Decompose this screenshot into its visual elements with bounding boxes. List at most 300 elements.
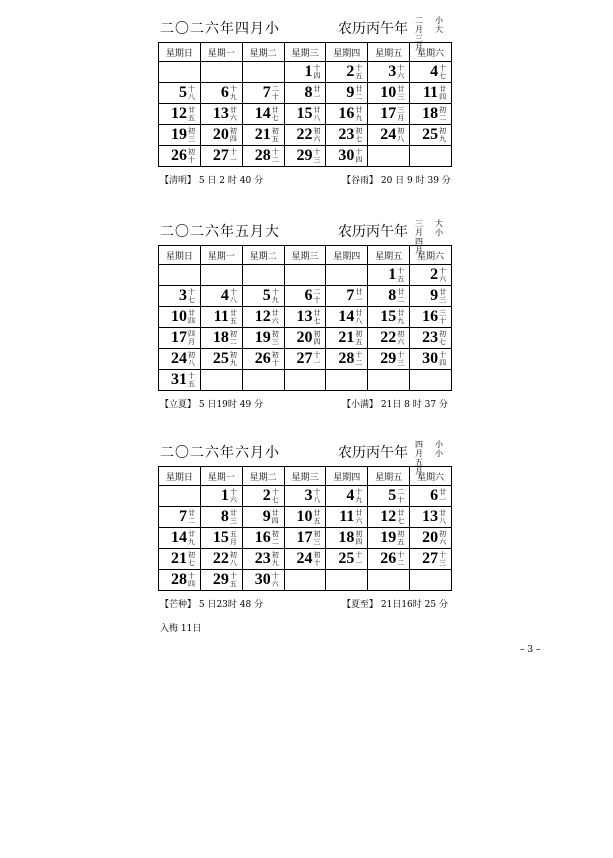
day-cell — [368, 307, 410, 328]
day-cell — [159, 83, 201, 104]
day-cell — [242, 286, 284, 307]
solar-date: 17 — [171, 329, 187, 346]
week-row — [159, 146, 452, 167]
day-cell — [284, 62, 326, 83]
month-april — [158, 16, 452, 189]
solar-date: 19 — [254, 329, 271, 346]
empty-cell — [410, 146, 452, 167]
day-cell — [242, 125, 284, 146]
solar-date: 6 — [304, 287, 313, 304]
lunar-date: 十 四 — [355, 148, 363, 164]
lunar-date: 廿 五 — [313, 509, 321, 525]
lunar-date: 十 六 — [397, 64, 405, 80]
weekday-header-row — [159, 43, 452, 62]
lunar-month-2: 三月 — [415, 34, 423, 52]
day-cell — [326, 125, 368, 146]
empty-cell — [159, 62, 201, 83]
lunar-date: 初 八 — [397, 127, 405, 143]
empty-cell — [284, 370, 326, 391]
day-cell — [410, 328, 452, 349]
lunar-date: 初 六 — [439, 530, 447, 546]
day-cell — [368, 528, 410, 549]
day-cell — [242, 328, 284, 349]
solar-date: 1 — [304, 63, 313, 80]
solar-date: 29 — [212, 571, 229, 588]
solar-date: 24 — [380, 126, 397, 143]
day-cell — [242, 486, 284, 507]
day-cell — [326, 328, 368, 349]
day-cell — [326, 146, 368, 167]
day-cell — [284, 349, 326, 370]
weekday-header: 星期日 — [159, 246, 201, 265]
lunar-months — [414, 440, 424, 476]
solar-date: 21 — [171, 550, 187, 567]
empty-cell — [242, 62, 284, 83]
week-row — [159, 125, 452, 146]
lunar-size-2: 小 — [435, 449, 443, 458]
solar-date: 13 — [296, 308, 313, 325]
lunar-date: 十 五 — [355, 64, 363, 80]
lunar-date: 廿 七 — [397, 509, 405, 525]
day-cell — [326, 307, 368, 328]
lunar-date: 廿 一 — [439, 488, 447, 504]
lunar-date: 初 四 — [229, 127, 237, 143]
day-cell — [200, 328, 242, 349]
lunar-date: 廿 三 — [439, 288, 447, 304]
day-cell — [368, 265, 410, 286]
lunar-date: 十 六 — [229, 488, 237, 504]
lunar-date: 十 九 — [229, 85, 237, 101]
lunar-months — [414, 219, 424, 255]
day-cell — [242, 507, 284, 528]
day-cell — [410, 125, 452, 146]
solar-date: 18 — [212, 329, 229, 346]
weekday-header: 星期四 — [326, 246, 368, 265]
lunar-month-sizes — [434, 16, 444, 34]
lunar-date: 廿 九 — [355, 106, 363, 122]
week-row — [159, 349, 452, 370]
lunar-date: 初 三 — [313, 530, 321, 546]
solar-date: 9 — [430, 287, 439, 304]
solar-date: 11 — [213, 308, 229, 325]
lunar-date: 十 二 — [355, 351, 363, 367]
weekday-header: 星期日 — [159, 467, 201, 486]
lunar-date: 廿 四 — [271, 509, 279, 525]
solar-date: 6 — [220, 84, 229, 101]
solar-date: 21 — [254, 126, 271, 143]
calendar-table — [158, 245, 452, 391]
empty-cell — [410, 370, 452, 391]
day-cell — [368, 125, 410, 146]
lunar-date: 十 一 — [355, 551, 363, 567]
week-row — [159, 328, 452, 349]
solar-term-2: 【谷雨】 20 日 9 时 39 分 — [342, 176, 451, 186]
empty-cell — [410, 570, 452, 591]
day-cell — [410, 83, 452, 104]
solar-date: 3 — [388, 63, 397, 80]
lunar-date: 二 十 — [271, 85, 279, 101]
day-cell — [284, 528, 326, 549]
solar-date: 28 — [171, 571, 187, 588]
month-header — [158, 440, 452, 476]
lunar-date: 十 八 — [229, 288, 237, 304]
solar-date: 24 — [296, 550, 313, 567]
lunar-date: 廿 六 — [229, 106, 237, 122]
week-row — [159, 83, 452, 104]
lunar-date: 初 四 — [355, 530, 363, 546]
day-cell — [326, 549, 368, 570]
lunar-size-2: 小 — [435, 228, 443, 237]
lunar-date: 十 一 — [313, 351, 321, 367]
solar-date: 28 — [254, 147, 271, 164]
solar-date: 23 — [422, 329, 439, 346]
day-cell — [284, 328, 326, 349]
solar-term-1: 【清明】 5 日 2 时 40 分 — [160, 176, 264, 186]
solar-date: 1 — [220, 487, 229, 504]
solar-date: 26 — [380, 550, 397, 567]
lunar-date: 廿 六 — [355, 509, 363, 525]
week-row — [159, 570, 452, 591]
lunar-year-title: 农历丙午年 — [338, 224, 408, 240]
day-cell — [410, 286, 452, 307]
solar-date: 15 — [212, 529, 229, 546]
empty-cell — [284, 265, 326, 286]
month-june — [158, 440, 452, 613]
empty-cell — [326, 265, 368, 286]
day-cell — [326, 62, 368, 83]
solar-date: 30 — [254, 571, 271, 588]
solar-date: 16 — [254, 529, 271, 546]
day-cell — [159, 570, 201, 591]
solar-date: 26 — [171, 147, 187, 164]
day-cell — [242, 528, 284, 549]
lunar-month-sizes — [434, 440, 444, 458]
day-cell — [242, 83, 284, 104]
solar-date: 4 — [430, 63, 439, 80]
day-cell — [200, 286, 242, 307]
lunar-date: 初 四 — [313, 330, 321, 346]
lunar-date: 三 月 — [397, 106, 405, 122]
solar-date: 5 — [388, 487, 397, 504]
lunar-date: 廿 七 — [313, 309, 321, 325]
lunar-date: 十 一 — [229, 148, 237, 164]
solar-date: 5 — [262, 287, 271, 304]
day-cell — [326, 286, 368, 307]
lunar-date: 廿 四 — [439, 85, 447, 101]
week-row — [159, 370, 452, 391]
solar-terms — [158, 395, 452, 413]
month-may — [158, 219, 452, 413]
weekday-header: 星期四 — [326, 467, 368, 486]
lunar-date: 廿 三 — [397, 85, 405, 101]
lunar-date: 三 十 — [439, 309, 447, 325]
weekday-header: 星期二 — [242, 43, 284, 62]
day-cell — [284, 104, 326, 125]
lunar-date: 初 九 — [229, 351, 237, 367]
solar-date: 22 — [212, 550, 229, 567]
empty-cell — [368, 146, 410, 167]
solar-date: 9 — [346, 84, 355, 101]
solar-date: 19 — [380, 529, 397, 546]
lunar-date: 廿 二 — [355, 85, 363, 101]
solar-date: 20 — [296, 329, 313, 346]
solar-date: 2 — [262, 487, 271, 504]
lunar-date: 初 九 — [439, 127, 447, 143]
solar-date: 2 — [430, 266, 439, 283]
solar-date: 7 — [179, 508, 187, 525]
lunar-date: 初 七 — [439, 330, 447, 346]
solar-date: 7 — [262, 84, 271, 101]
solar-date: 15 — [296, 105, 313, 122]
day-cell — [200, 349, 242, 370]
lunar-date: 廿 五 — [229, 309, 237, 325]
lunar-date: 二 十 — [313, 288, 321, 304]
day-cell — [284, 286, 326, 307]
lunar-size-2: 大 — [435, 25, 443, 34]
day-cell — [326, 486, 368, 507]
week-row — [159, 507, 452, 528]
solar-date: 12 — [254, 308, 271, 325]
solar-date: 3 — [179, 287, 187, 304]
week-row — [159, 486, 452, 507]
solar-date: 26 — [254, 350, 271, 367]
lunar-size-1: 小 — [435, 440, 443, 449]
day-cell — [368, 286, 410, 307]
day-cell — [242, 549, 284, 570]
day-cell — [159, 549, 201, 570]
lunar-month-1: 四月 — [415, 440, 423, 458]
empty-cell — [242, 370, 284, 391]
solar-date: 7 — [346, 287, 355, 304]
day-cell — [200, 549, 242, 570]
lunar-date: 十 四 — [313, 64, 321, 80]
lunar-date: 十 七 — [439, 64, 447, 80]
solar-terms — [158, 171, 452, 189]
lunar-date: 廿 五 — [188, 106, 195, 122]
week-row — [159, 104, 452, 125]
solar-date: 1 — [388, 266, 397, 283]
solar-date: 20 — [212, 126, 229, 143]
day-cell — [200, 125, 242, 146]
solar-date: 19 — [171, 126, 187, 143]
day-cell — [284, 146, 326, 167]
lunar-date: 初 五 — [355, 330, 363, 346]
day-cell — [159, 307, 201, 328]
lunar-date: 初 五 — [271, 127, 279, 143]
calendar-table — [158, 466, 452, 591]
day-cell — [368, 62, 410, 83]
solar-date: 27 — [212, 147, 229, 164]
lunar-date: 十 三 — [439, 551, 447, 567]
solar-date: 29 — [296, 147, 313, 164]
lunar-date: 初 二 — [439, 106, 447, 122]
lunar-date: 廿 八 — [355, 309, 363, 325]
solar-date: 17 — [296, 529, 313, 546]
day-cell — [200, 507, 242, 528]
lunar-size-1: 小 — [435, 16, 443, 25]
page-number: – 3 – — [520, 645, 541, 655]
lunar-date: 初 八 — [229, 551, 237, 567]
solar-terms — [158, 595, 452, 613]
lunar-date: 五 月 — [229, 530, 237, 546]
lunar-date: 初 七 — [188, 551, 195, 567]
day-cell — [410, 265, 452, 286]
solar-date: 2 — [346, 63, 355, 80]
month-title: 二〇二六年六月小 — [160, 445, 280, 461]
lunar-month-2: 五月 — [415, 458, 423, 476]
day-cell — [368, 104, 410, 125]
weekday-header: 星期五 — [368, 467, 410, 486]
weekday-header: 星期一 — [200, 467, 242, 486]
lunar-date: 初 二 — [229, 330, 237, 346]
weekday-header: 星期六 — [410, 246, 452, 265]
day-cell — [284, 507, 326, 528]
day-cell — [200, 104, 242, 125]
week-row — [159, 265, 452, 286]
lunar-date: 十 七 — [188, 288, 195, 304]
day-cell — [284, 307, 326, 328]
lunar-date: 初 七 — [355, 127, 363, 143]
lunar-date: 廿 九 — [397, 309, 405, 325]
solar-date: 27 — [422, 550, 439, 567]
solar-date: 21 — [338, 329, 355, 346]
day-cell — [200, 528, 242, 549]
day-cell — [284, 486, 326, 507]
calendar-table — [158, 42, 452, 167]
weekday-header: 星期一 — [200, 246, 242, 265]
solar-date: 22 — [296, 126, 313, 143]
solar-date: 18 — [338, 529, 355, 546]
weekday-header-row — [159, 246, 452, 265]
solar-date: 28 — [338, 350, 355, 367]
lunar-month-2: 四月 — [415, 237, 423, 255]
lunar-date: 十 七 — [271, 488, 279, 504]
lunar-date: 十 五 — [188, 372, 195, 388]
weekday-header: 星期三 — [284, 246, 326, 265]
solar-date: 30 — [338, 147, 355, 164]
lunar-date: 十 三 — [397, 351, 405, 367]
lunar-month-sizes — [434, 219, 444, 237]
lunar-date: 廿 三 — [229, 509, 237, 525]
solar-date: 4 — [220, 287, 229, 304]
solar-date: 10 — [380, 84, 397, 101]
lunar-date: 十 九 — [355, 488, 363, 504]
weekday-header: 星期三 — [284, 467, 326, 486]
solar-date: 30 — [422, 350, 439, 367]
solar-date: 23 — [338, 126, 355, 143]
lunar-date: 十 三 — [313, 148, 321, 164]
weekday-header: 星期二 — [242, 467, 284, 486]
solar-date: 31 — [171, 371, 187, 388]
solar-date: 6 — [430, 487, 439, 504]
solar-date: 18 — [422, 105, 439, 122]
month-title: 二〇二六年五月大 — [160, 224, 280, 240]
solar-term-1: 【立夏】 5 日19时 49 分 — [160, 400, 264, 410]
day-cell — [284, 125, 326, 146]
week-row — [159, 286, 452, 307]
lunar-date: 初 八 — [188, 351, 195, 367]
lunar-date: 廿 一 — [313, 85, 321, 101]
lunar-date: 二 十 — [397, 488, 405, 504]
empty-cell — [326, 370, 368, 391]
day-cell — [326, 83, 368, 104]
day-cell — [159, 328, 201, 349]
solar-date: 11 — [422, 84, 439, 101]
lunar-date: 初 十 — [271, 351, 279, 367]
lunar-date: 初 三 — [188, 127, 195, 143]
solar-date: 27 — [296, 350, 313, 367]
lunar-date: 初 十 — [313, 551, 321, 567]
solar-date: 25 — [212, 350, 229, 367]
day-cell — [242, 570, 284, 591]
day-cell — [159, 370, 201, 391]
solar-date: 3 — [304, 487, 313, 504]
lunar-date: 十 二 — [271, 148, 279, 164]
solar-date: 9 — [262, 508, 271, 525]
lunar-date: 廿 四 — [188, 309, 195, 325]
lunar-date: 廿 九 — [188, 530, 195, 546]
day-cell — [284, 83, 326, 104]
lunar-date: 十 八 — [313, 488, 321, 504]
lunar-month-1: 三月 — [415, 219, 423, 237]
day-cell — [326, 528, 368, 549]
lunar-date: 初 六 — [397, 330, 405, 346]
lunar-date: 廿 八 — [313, 106, 321, 122]
day-cell — [242, 349, 284, 370]
lunar-date: 初 九 — [271, 551, 279, 567]
lunar-year-title: 农历丙午年 — [338, 445, 408, 461]
day-cell — [159, 104, 201, 125]
day-cell — [368, 507, 410, 528]
lunar-year-title: 农历丙午年 — [338, 21, 408, 37]
day-cell — [159, 507, 201, 528]
weekday-header: 星期一 — [200, 43, 242, 62]
solar-term-2: 【小满】 21日 8 时 37 分 — [342, 400, 448, 410]
week-row — [159, 528, 452, 549]
week-row — [159, 549, 452, 570]
lunar-date: 廿 二 — [188, 509, 195, 525]
day-cell — [200, 146, 242, 167]
day-cell — [410, 528, 452, 549]
lunar-date: 十 四 — [188, 572, 195, 588]
solar-date: 20 — [422, 529, 439, 546]
lunar-date: 四 月 — [188, 330, 195, 346]
lunar-size-1: 大 — [435, 219, 443, 228]
solar-term-2: 【夏至】 21日16时 25 分 — [342, 600, 448, 610]
weekday-header: 星期三 — [284, 43, 326, 62]
empty-cell — [284, 570, 326, 591]
day-cell — [159, 349, 201, 370]
lunar-date: 十 二 — [397, 551, 405, 567]
empty-cell — [242, 265, 284, 286]
weekday-header: 星期六 — [410, 43, 452, 62]
weekday-header: 星期五 — [368, 43, 410, 62]
month-title: 二〇二六年四月小 — [160, 21, 280, 37]
lunar-date: 十 六 — [439, 267, 447, 283]
weekday-header: 星期四 — [326, 43, 368, 62]
weekday-header: 星期六 — [410, 467, 452, 486]
day-cell — [200, 486, 242, 507]
empty-cell — [200, 265, 242, 286]
day-cell — [410, 507, 452, 528]
lunar-date: 十 八 — [188, 85, 195, 101]
lunar-date: 十 九 — [271, 288, 279, 304]
day-cell — [368, 549, 410, 570]
day-cell — [242, 104, 284, 125]
weekday-header-row — [159, 467, 452, 486]
solar-date: 8 — [304, 84, 313, 101]
day-cell — [410, 307, 452, 328]
